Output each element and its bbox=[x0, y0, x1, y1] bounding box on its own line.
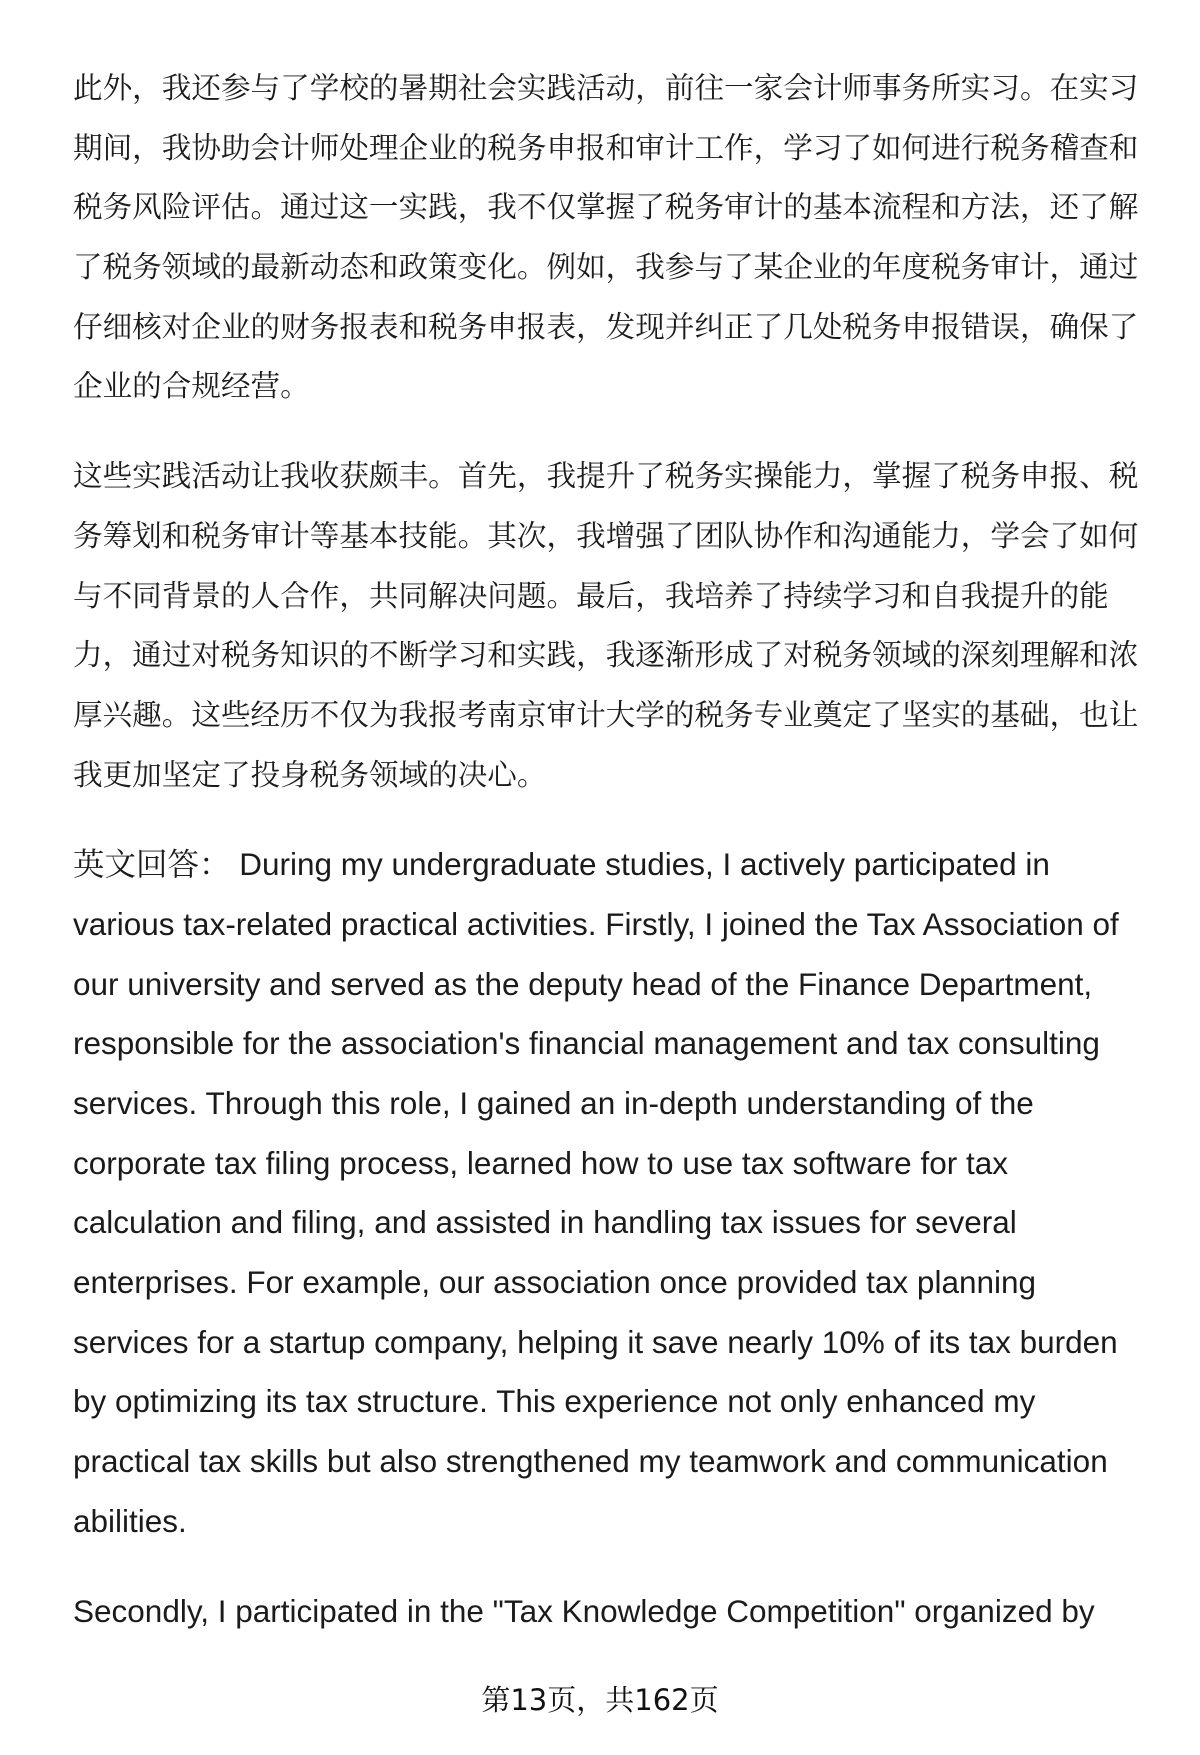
text-line: Secondly, I participated in the "Tax Knowledge Competition" organized by bbox=[73, 1592, 1095, 1629]
text-line: 了税务领域的最新动态和政策变化。例如，我参与了某企业的年度税务审计，通过 bbox=[73, 250, 1139, 285]
page-number-footer: 第13页，共162页 bbox=[481, 1683, 719, 1717]
text-line: practical tax skills but also strengthened my teamwork and communication bbox=[73, 1443, 1108, 1480]
text-line: 这些实践活动让我收获颇丰。首先，我提升了税务实操能力，掌握了税务申报、税 bbox=[73, 459, 1139, 494]
text-line: responsible for the association's financial management and tax consulting bbox=[73, 1025, 1100, 1062]
text-line: 与不同背景的人合作，共同解决问题。最后，我培养了持续学习和自我提升的能 bbox=[73, 578, 1109, 613]
paragraph-english-answer bbox=[73, 835, 1153, 1551]
text-line: 企业的合规经营。 bbox=[73, 369, 310, 404]
paragraph-secondly bbox=[73, 1582, 1153, 1642]
text-line: 税务风险评估。通过这一实践，我不仅掌握了税务审计的基本流程和方法，还了解 bbox=[73, 190, 1139, 225]
text-line: calculation and filing, and assisted in handling tax issues for several bbox=[73, 1204, 1017, 1241]
text-line: services. Through this role, I gained an in-depth understanding of the bbox=[73, 1085, 1034, 1121]
text-line: 此外，我还参与了学校的暑期社会实践活动，前往一家会计师事务所实习。在实习 bbox=[73, 71, 1139, 105]
text-line: 厚兴趣。这些经历不仅为我报考南京审计大学的税务专业奠定了坚实的基础，也让 bbox=[73, 697, 1139, 732]
text-line: 仔细核对企业的财务报表和税务申报表，发现并纠正了几处税务申报错误，确保了 bbox=[73, 309, 1139, 344]
text-line: corporate tax filing process, learned how to use tax software for tax bbox=[73, 1144, 1008, 1181]
text-line: abilities. bbox=[73, 1502, 187, 1539]
text-line: 务筹划和税务审计等基本技能。其次，我增强了团队协作和沟通能力，学会了如何 bbox=[73, 518, 1139, 553]
text-line: services for a startup company, helping it save nearly 10% of its tax burden bbox=[73, 1323, 1118, 1360]
paragraph-gains bbox=[73, 447, 1153, 805]
text-line: 期间，我协助会计师处理企业的税务申报和审计工作，学习了如何进行税务稽查和 bbox=[73, 130, 1139, 165]
text-line: various tax-related practical activities. Firstly, I joined the Tax Association of bbox=[73, 905, 1119, 942]
text-line: our university and served as the deputy head of the Finance Department, bbox=[73, 965, 1093, 1002]
text-line: enterprises. For example, our association once provided tax planning bbox=[73, 1264, 1037, 1301]
paragraph-internship bbox=[73, 59, 1153, 417]
document-body bbox=[73, 59, 1153, 1671]
text-line: 力，通过对税务知识的不断学习和实践，我逐渐形成了对税务领域的深刻理解和浓 bbox=[73, 638, 1139, 673]
text-line: by optimizing its tax structure. This experience not only enhanced my bbox=[73, 1383, 1036, 1420]
text-line: 我更加坚定了投身税务领域的决心。 bbox=[73, 757, 547, 792]
text-line: 英文回答： During my undergraduate studies, I actively participated in bbox=[73, 846, 1050, 883]
